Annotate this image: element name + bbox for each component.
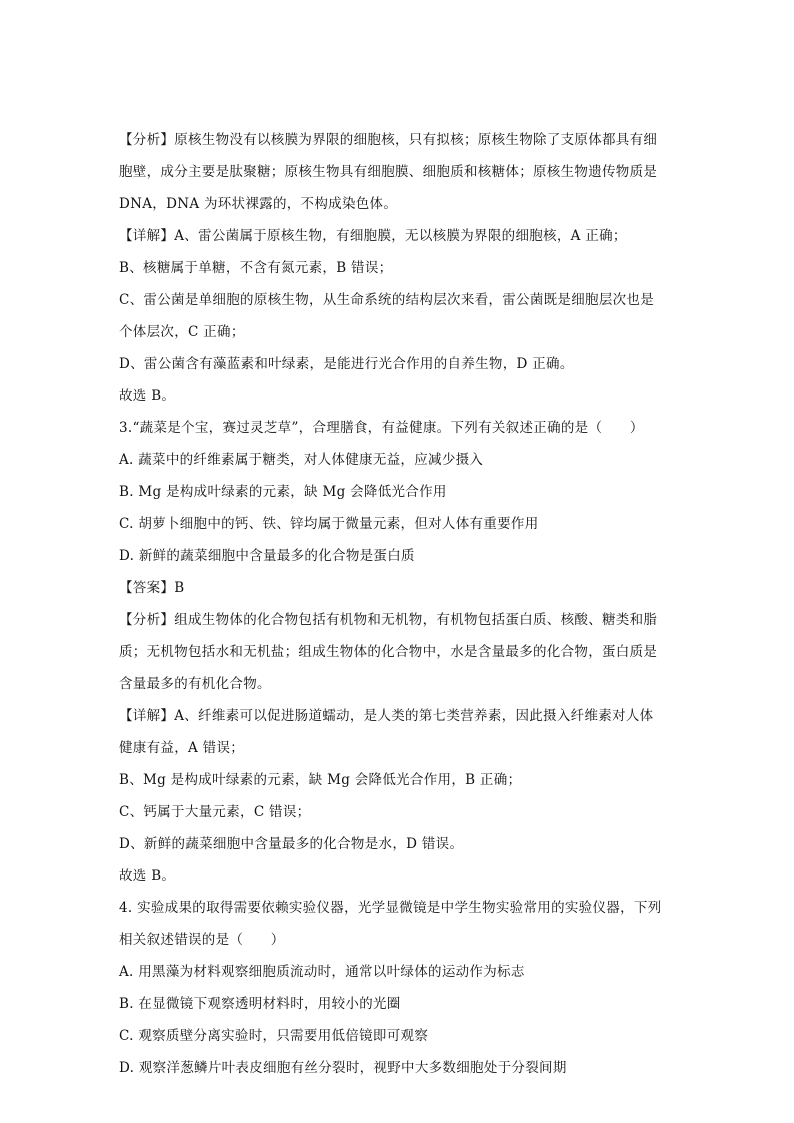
question-4-option-d: D. 观察洋葱鳞片叶表皮细胞有丝分裂时，视野中大多数细胞处于分裂间期 [119,1060,567,1076]
answer-line: 【答案】B [119,580,185,596]
question-3-option-b: B. Mg 是构成叶绿素的元素，缺 Mg 会降低光合作用 [119,484,447,500]
text-line: 【分析】原核生物没有以核膜为界限的细胞核，只有拟核；原核生物除了支原体都具有细 [119,132,658,148]
text-line: 健康有益，A 错误； [119,740,245,756]
text-line: 个体层次，C 正确； [119,324,245,340]
text-line: B、Mg 是构成叶绿素的元素，缺 Mg 会降低光合作用，B 正确； [119,772,522,788]
question-4-stem-cont: 相关叙述错误的是（ ） [119,932,285,948]
text-line: 含量最多的有机化合物。 [119,676,271,692]
question-3-option-a: A. 蔬菜中的纤维素属于糖类，对人体健康无益，应减少摄入 [119,452,484,468]
text-line: 【详解】A、纤维素可以促进肠道蠕动，是人类的第七类营养素，因此摄入纤维素对人体 [119,708,654,724]
text-line: C、雷公菌是单细胞的原核生物，从生命系统的结构层次来看，雷公菌既是细胞层次也是 [119,292,655,308]
question-4-option-c: C. 观察质壁分离实验时，只需要用低倍镜即可观察 [119,1028,429,1044]
question-3-stem: 3.“蔬菜是个宝，赛过灵芝草”，合理膳食，有益健康。下列有关叙述正确的是（ ） [119,420,644,436]
text-line: DNA，DNA 为环状裸露的，不构成染色体。 [119,196,398,212]
text-line: 质；无机物包括水和无机盐；组成生物体的化合物中，水是含量最多的化合物，蛋白质是 [119,644,658,660]
text-line: D、新鲜的蔬菜细胞中含量最多的化合物是水，D 错误。 [119,836,464,852]
question-3-option-d: D. 新鲜的蔬菜细胞中含量最多的化合物是蛋白质 [119,548,415,564]
text-line: C、钙属于大量元素，C 错误； [119,804,311,820]
text-line: B、核糖属于单糖，不含有氮元素，B 错误； [119,260,393,276]
text-line: 【详解】A、雷公菌属于原核生物，有细胞膜，无以核膜为界限的细胞核，A 正确； [119,228,627,244]
question-3-option-c: C. 胡萝卜细胞中的钙、铁、锌均属于微量元素，但对人体有重要作用 [119,516,539,532]
text-line: 故选 B。 [119,388,176,404]
text-line: 故选 B。 [119,868,176,884]
text-line: 胞壁，成分主要是肽聚糖；原核生物具有细胞膜、细胞质和核糖体；原核生物遗传物质是 [119,164,658,180]
question-4-option-b: B. 在显微镜下观察透明材料时，用较小的光圈 [119,996,401,1012]
question-4-stem: 4. 实验成果的取得需要依赖实验仪器，光学显微镜是中学生物实验常用的实验仪器，下列 [119,900,662,916]
text-line: 【分析】组成生物体的化合物包括有机物和无机物，有机物包括蛋白质、核酸、糖类和脂 [119,612,658,628]
question-4-option-a: A. 用黑藻为材料观察细胞质流动时，通常以叶绿体的运动作为标志 [119,964,525,980]
text-line: D、雷公菌含有藻蓝素和叶绿素，是能进行光合作用的自养生物，D 正确。 [119,356,574,372]
